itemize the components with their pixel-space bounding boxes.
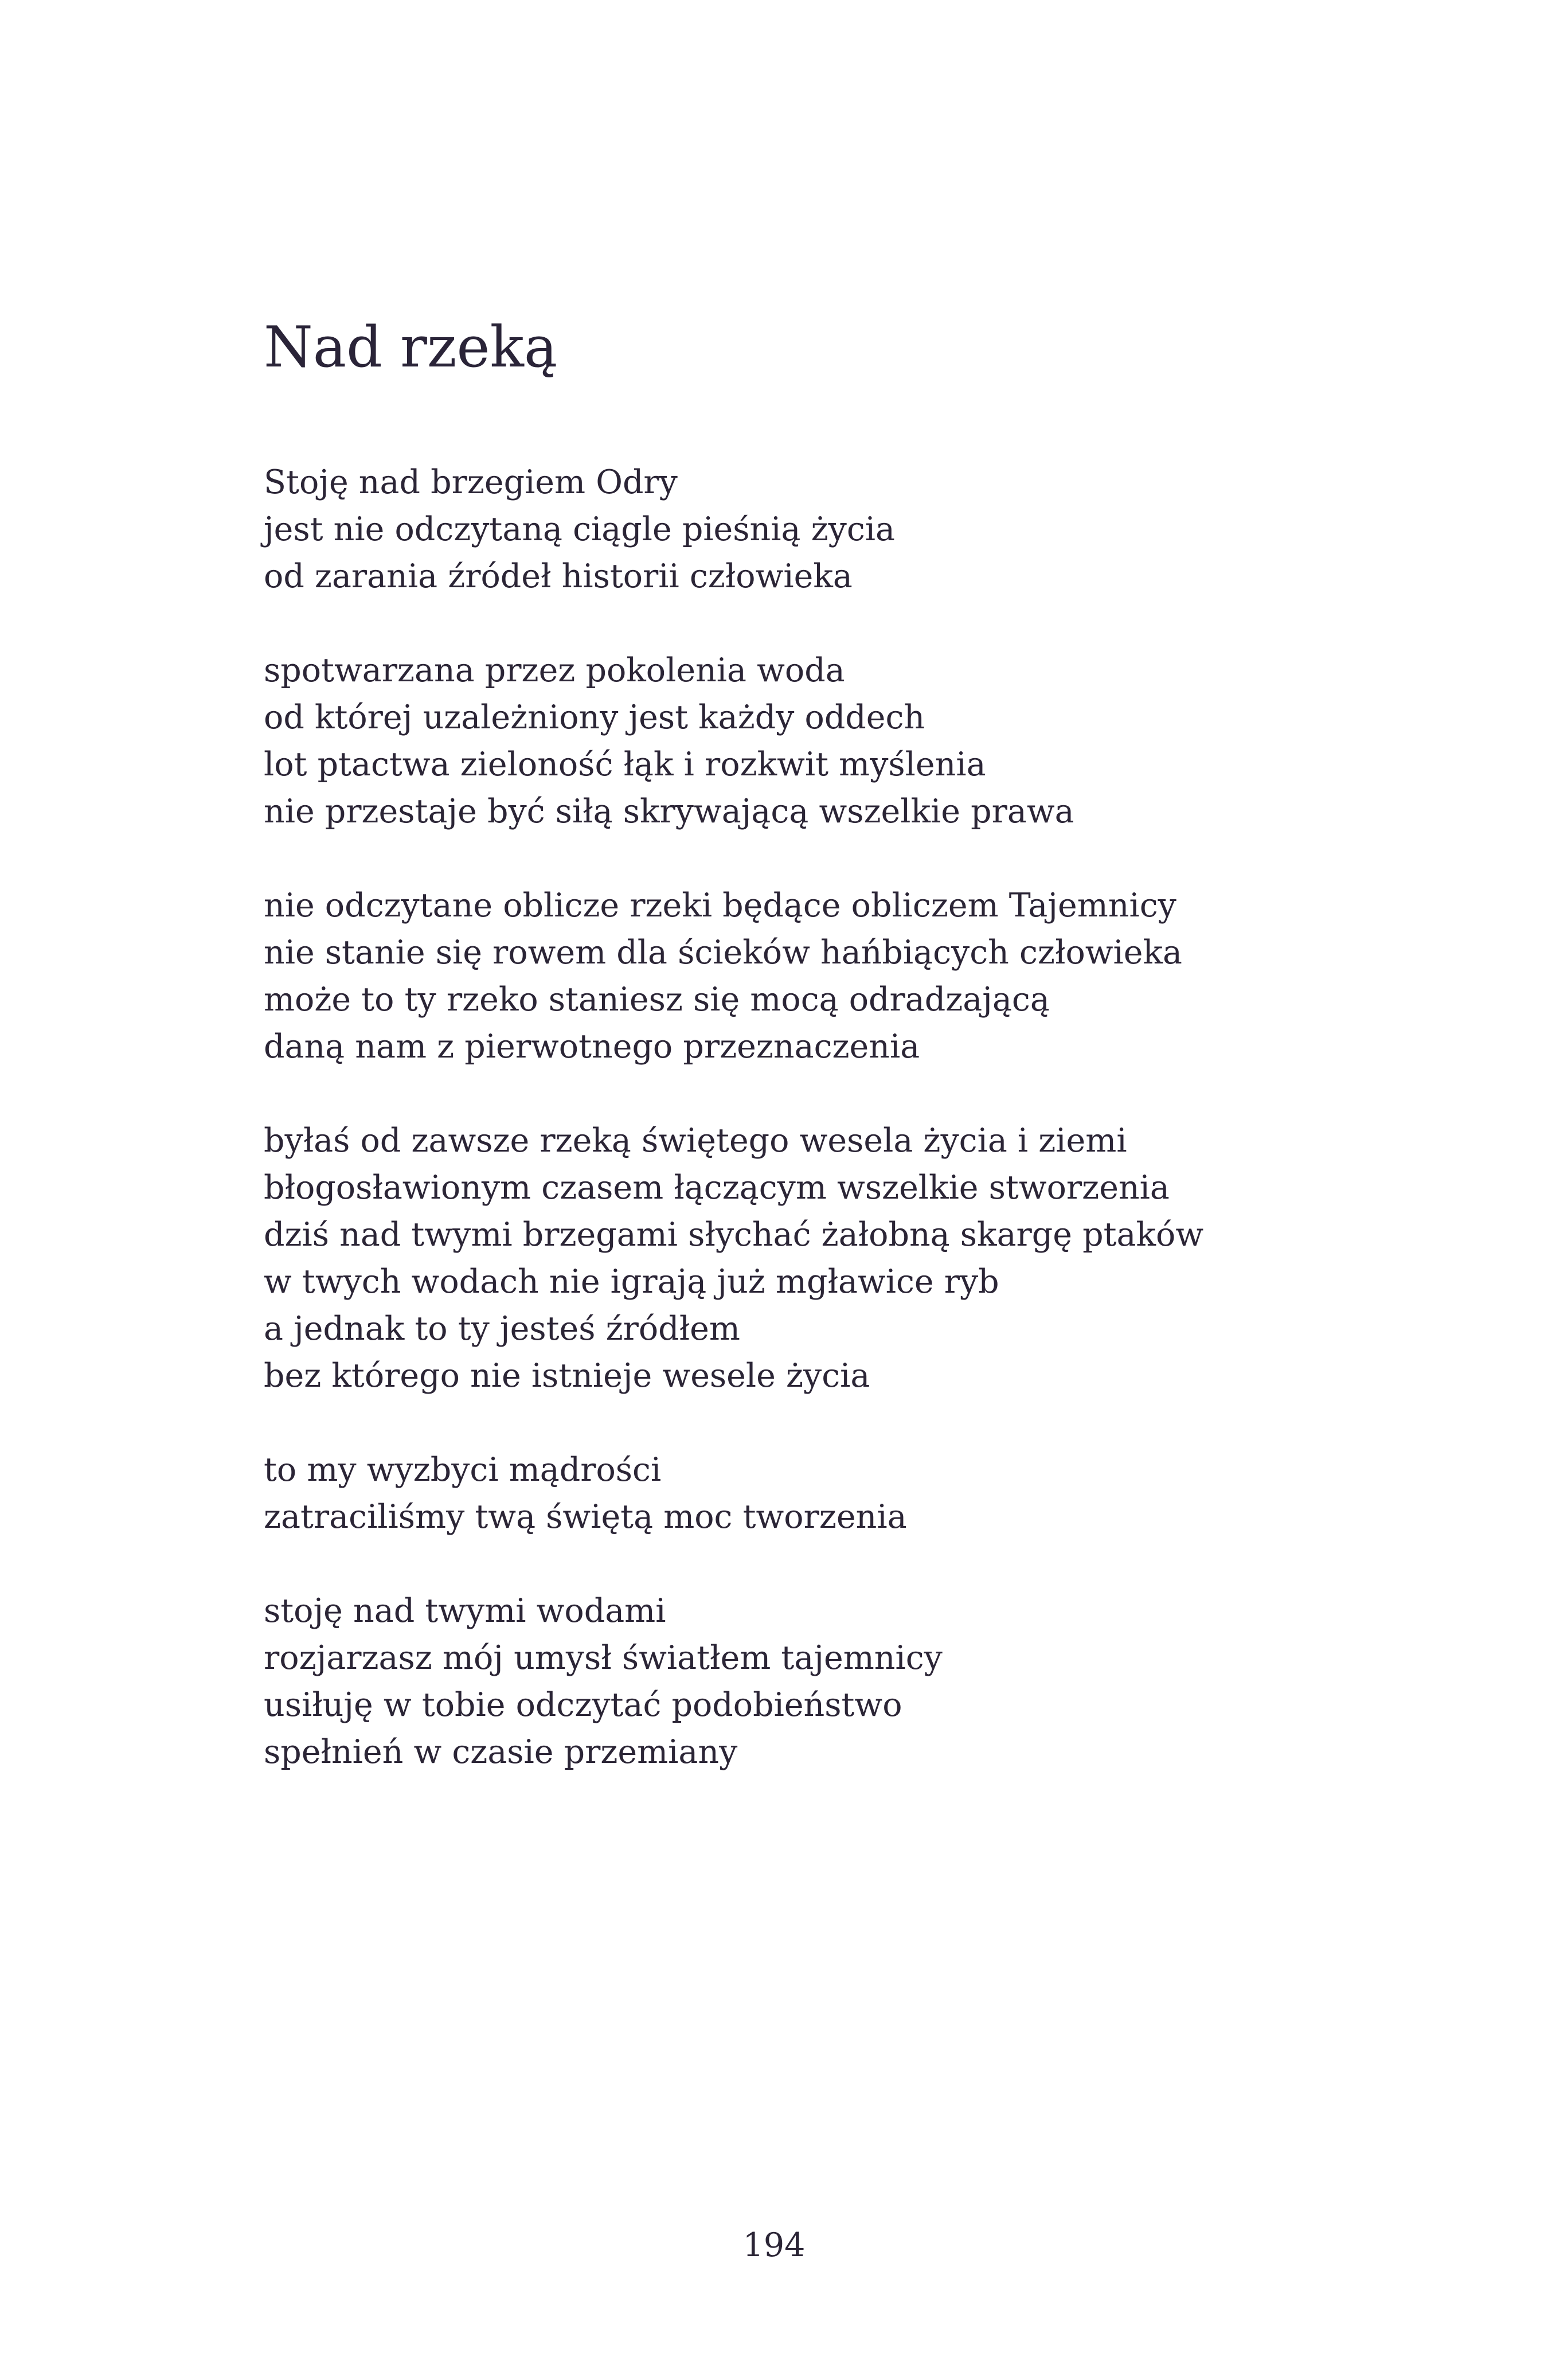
poem-line: a jednak to ty jesteś źródłem [264,1310,740,1348]
stanza-3 [264,882,1410,1070]
poem-title: Nad rzeką [264,315,558,380]
poem-line: lot ptactwa zieloność łąk i rozkwit myślenia [264,746,986,783]
poem-line: byłaś od zawsze rzeką świętego wesela życia i ziemi [264,1122,1127,1160]
stanza-6 [264,1587,1410,1776]
poem-line: jest nie odczytaną ciągle pieśnią życia [264,510,895,548]
poem-line: dziś nad twymi brzegami słychać żałobną skargę ptaków [264,1216,1204,1254]
poem-line: rozjarzasz mój umysł światłem tajemnicy [264,1639,943,1677]
poem-line: nie odczytane oblicze rzeki będące obliczem Tajemnicy [264,887,1176,924]
poem-line: nie przestaje być siłą skrywającą wszelkie prawa [264,793,1074,830]
page-number: 194 [742,2226,806,2264]
poem-line: spotwarzana przez pokolenia woda [264,651,845,689]
poem-line: stoję nad twymi wodami [264,1592,666,1630]
stanza-2 [264,647,1410,835]
poem-line: może to ty rzeko staniesz się mocą odradzającą [264,981,1050,1019]
poem-line: zatraciliśmy twą świętą moc tworzenia [264,1498,907,1536]
poem-line: usiłuję w tobie odczytać podobieństwo [264,1686,902,1724]
poem-body [264,459,1410,1823]
poem-line: od której uzależniony jest każdy oddech [264,699,925,736]
poem-line: w twych wodach nie igrają już mgławice ryb [264,1263,999,1301]
poem-line: daną nam z pierwotnego przeznaczenia [264,1028,920,1066]
poem-line: to my wyzbyci mądrości [264,1451,662,1489]
stanza-1 [264,459,1410,600]
stanza-5 [264,1446,1410,1540]
poem-line: nie stanie się rowem dla ścieków hańbiących człowieka [264,934,1183,971]
poem-line: spełnień w czasie przemiany [264,1733,738,1771]
poem-line: bez którego nie istnieje wesele życia [264,1357,870,1395]
stanza-4 [264,1117,1410,1399]
poem-line: błogosławionym czasem łączącym wszelkie stworzenia [264,1169,1170,1207]
poem-line: od zarania źródeł historii człowieka [264,557,853,595]
poem-line: Stoję nad brzegiem Odry [264,463,678,501]
